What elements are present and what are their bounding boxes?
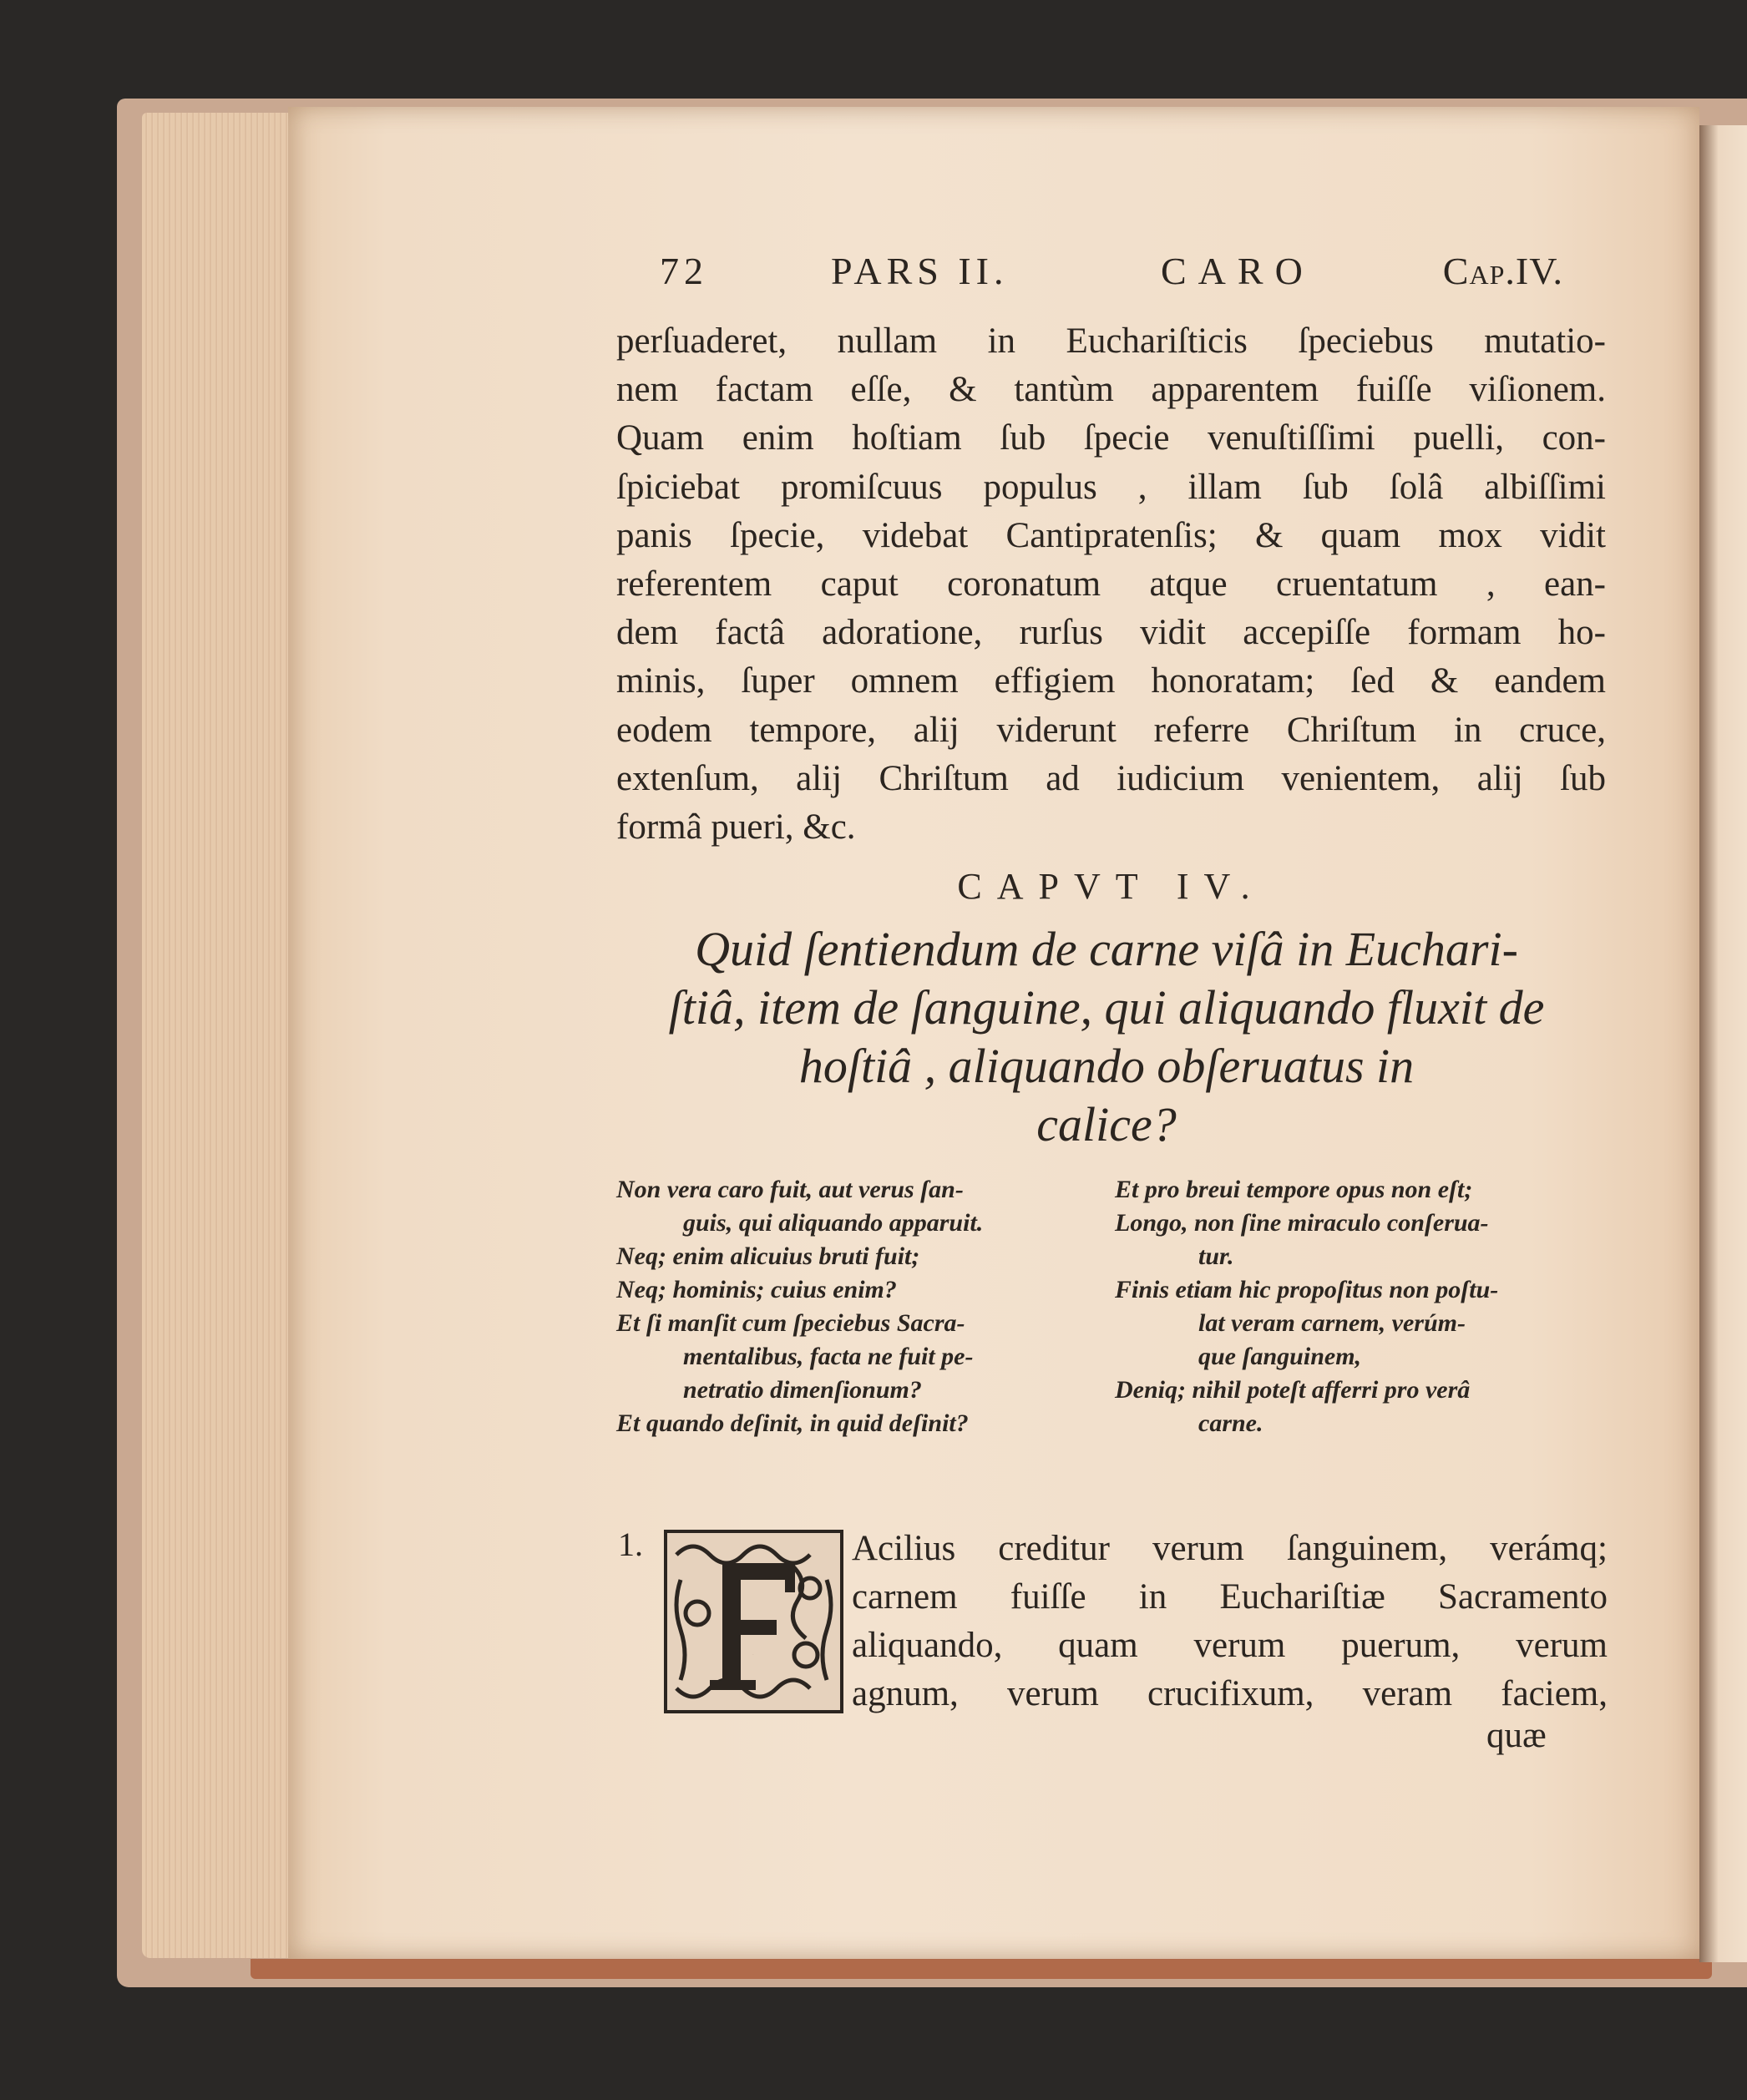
summary-right-column [1115, 1173, 1616, 1440]
summary-line: carne. [1198, 1409, 1263, 1437]
body-line: eodem tempore, alij viderunt referre Chriſtum in cruce, [616, 710, 1606, 750]
summary-line: guis, qui aliquando apparuit. [683, 1209, 984, 1237]
summary-line: lat veram carnem, verúm- [1198, 1309, 1466, 1337]
summary-line: Deniq; nihil poteſt afferri pro verâ [1115, 1376, 1471, 1404]
summary-line: Et quando deſinit, in quid deſinit? [616, 1409, 969, 1437]
summary-line: Non vera caro fuit, aut verus ſan- [616, 1176, 964, 1203]
paragraph-line: agnum, verum crucifixum, veram faciem, [852, 1674, 1608, 1713]
summary-line: Finis etiam hic propoſitus non poſtu- [1115, 1276, 1499, 1303]
part-label: PARS II. [831, 250, 1009, 292]
initial-letter-glyph: F [752, 1655, 754, 1656]
body-line: formâ pueri, &c. [616, 807, 856, 848]
chapter-reference: Cap.IV. [1442, 250, 1563, 292]
summary-line: Et ſi manſit cum ſpeciebus Sacra- [616, 1309, 965, 1337]
paragraph-line: carnem fuiſſe in Euchariſtiæ Sacramento [852, 1577, 1608, 1617]
chapter-title-line: Quid ſentiendum de carne viſâ in Euchari- [695, 922, 1518, 976]
summary-line: tur. [1198, 1242, 1234, 1270]
facing-page-edge [1699, 125, 1747, 1962]
summary-left-column [616, 1173, 1109, 1440]
summary-line: Et pro breui tempore opus non eſt; [1115, 1176, 1473, 1203]
body-line: ſpiciebat promiſcuus populus , illam ſub ſolâ albiſſimi [616, 467, 1606, 507]
chapter-title-line: hoſtiâ , aliquando obſeruatus in [798, 1039, 1415, 1093]
body-line: minis, ſuper omnem effigiem honoratam; ſed & eandem [616, 661, 1606, 701]
body-line: perſuaderet, nullam in Euchariſticis ſpeciebus mutatio- [616, 321, 1606, 361]
summary-line: que ſanguinem, [1198, 1343, 1362, 1370]
body-line: panis ſpecie, videbat Cantipratenſis; & quam mox vidit [616, 515, 1606, 555]
paragraph-number: 1. [618, 1526, 643, 1563]
running-head [660, 249, 1563, 304]
page-number: 72 [660, 250, 708, 292]
body-text [616, 317, 1606, 852]
body-line: Quam enim hoſtiam ſub ſpecie venuſtiſſimi puelli, con- [616, 418, 1606, 458]
body-line: referentem caput coronatum atque cruentatum , ean- [616, 564, 1606, 605]
chapter-title-line: ſtiâ, item de ſanguine, qui aliquando fluxit de [668, 980, 1545, 1035]
chapter-heading: CAPVT IV. [957, 866, 1265, 907]
summary-line: netratio dimenſionum? [683, 1376, 922, 1404]
paragraph-text [852, 1525, 1608, 1718]
summary-line: Longo, non ſine miraculo conſerua- [1115, 1209, 1489, 1237]
body-line: nem factam eſſe, & tantùm apparentem fuiſſe viſionem. [616, 370, 1606, 410]
paragraph-line: aliquando, quam verum puerum, verum [852, 1626, 1608, 1665]
paragraph-line: Acilius creditur verum ſanguinem, verámq; [852, 1529, 1608, 1568]
chapter-title-line: calice? [1036, 1097, 1177, 1151]
catchword: quæ [1486, 1716, 1547, 1755]
chapter-title [605, 920, 1608, 1154]
summary-line: Neq; hominis; cuius enim? [616, 1276, 897, 1303]
book-board-edge [251, 1959, 1712, 1979]
body-line: dem factâ adoratione, rurſus vidit accepiſſe formam ho- [616, 613, 1606, 653]
summary-line: mentalibus, facta ne fuit pe- [683, 1343, 974, 1370]
decorated-initial-icon [664, 1530, 843, 1713]
summary-line: Neq; enim alicuius bruti fuit; [616, 1242, 920, 1270]
page-edges [142, 113, 301, 1958]
body-line: extenſum, alij Chriſtum ad iudicium venientem, alij ſub [616, 758, 1606, 798]
running-title: CARO [1161, 250, 1314, 292]
